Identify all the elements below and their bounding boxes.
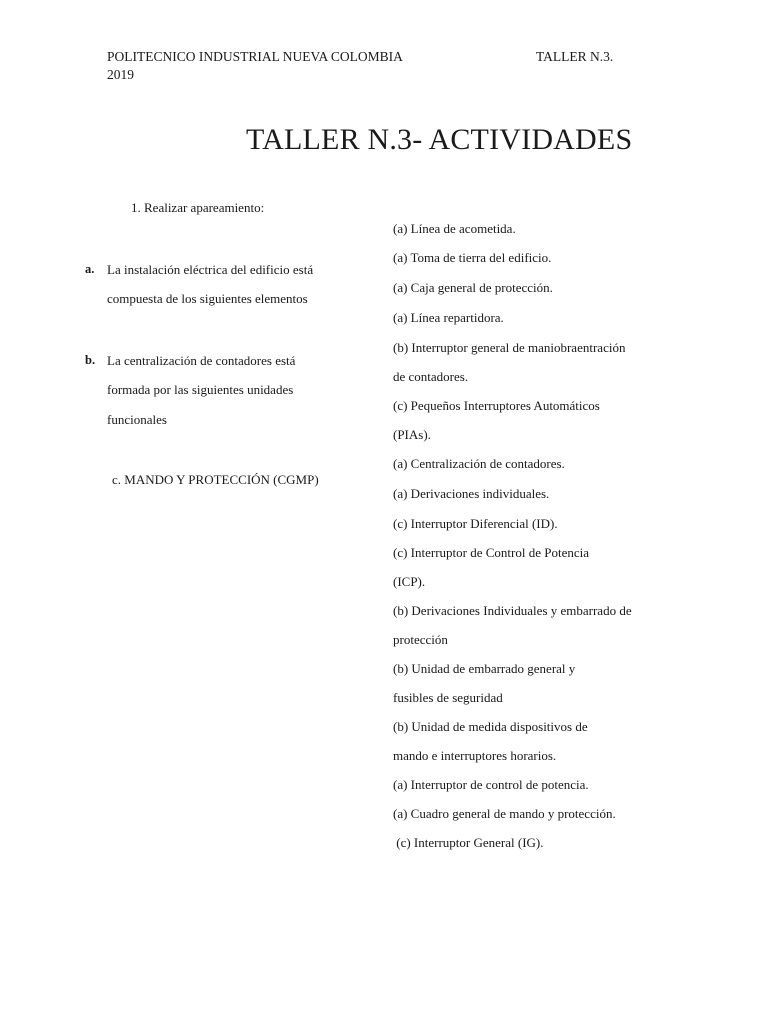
option-line: (a) Línea repartidora. (393, 310, 504, 325)
option-line: (a) Interruptor de control de potencia. (393, 777, 589, 792)
header-year: 2019 (107, 67, 134, 82)
item-a-line-1: La instalación eléctrica del edificio está (107, 262, 314, 277)
option-line: (a) Centralización de contadores. (393, 456, 565, 471)
instruction: 1. Realizar apareamiento: (131, 200, 265, 215)
option-line: fusibles de seguridad (393, 690, 503, 705)
item-c: c. MANDO Y PROTECCIÓN (CGMP) (112, 472, 319, 487)
item-b-line-2: formada por las siguientes unidades (107, 382, 294, 397)
item-b-marker: b. (85, 353, 96, 367)
option-line: (b) Interruptor general de maniobraentración (393, 340, 626, 355)
page-title: TALLER N.3- ACTIVIDADES (246, 123, 633, 156)
header-taller: TALLER N.3. (536, 49, 614, 64)
header-school: POLITECNICO INDUSTRIAL NUEVA COLOMBIA (107, 49, 403, 64)
item-a-marker: a. (85, 262, 95, 276)
item-a-line-2: compuesta de los siguientes elementos (107, 291, 308, 306)
option-line: (b) Unidad de embarrado general y (393, 661, 576, 676)
item-b-line-1: La centralización de contadores está (107, 353, 296, 368)
option-line: de contadores. (393, 369, 469, 384)
option-line: (c) Interruptor General (IG). (393, 835, 544, 850)
option-line: (b) Unidad de medida dispositivos de (393, 719, 588, 734)
option-line: (ICP). (393, 574, 426, 589)
option-line: mando e interruptores horarios. (393, 748, 557, 763)
option-line: (c) Interruptor Diferencial (ID). (393, 516, 558, 531)
option-line: protección (393, 632, 448, 647)
option-line: (b) Derivaciones Individuales y embarrado de (393, 603, 632, 618)
option-line: (a) Caja general de protección. (393, 280, 553, 295)
item-b-line-3: funcionales (107, 412, 167, 427)
option-line: (a) Línea de acometida. (393, 221, 516, 236)
option-line: (c) Interruptor de Control de Potencia (393, 545, 590, 560)
option-line: (a) Toma de tierra del edificio. (393, 250, 552, 265)
option-line: (a) Derivaciones individuales. (393, 486, 550, 501)
option-line: (c) Pequeños Interruptores Automáticos (393, 398, 600, 413)
option-line: (PIAs). (393, 427, 431, 442)
option-line: (a) Cuadro general de mando y protección. (393, 806, 616, 821)
